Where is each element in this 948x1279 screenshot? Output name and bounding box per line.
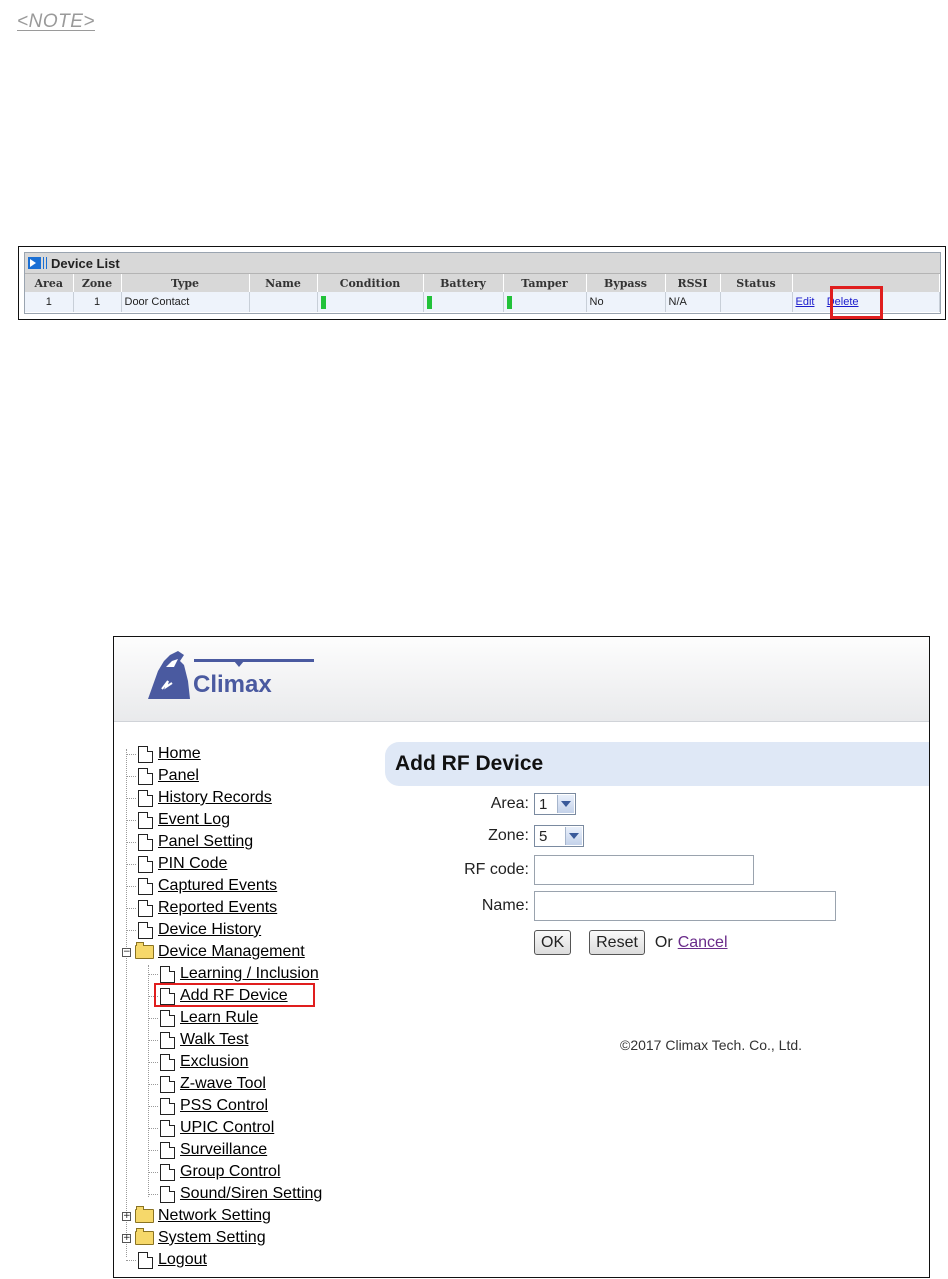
- nav-home[interactable]: [126, 743, 201, 765]
- nav-event-log-link[interactable]: Event Log: [158, 811, 231, 828]
- nav-upic-control-link[interactable]: UPIC Control: [180, 1119, 275, 1136]
- nav-logout-link[interactable]: Logout: [158, 1251, 207, 1268]
- nav-learning-inclusion-link[interactable]: Learning / Inclusion: [180, 965, 319, 982]
- document-icon: [160, 1164, 175, 1181]
- table-header-row: [25, 274, 940, 292]
- document-icon: [160, 1054, 175, 1071]
- nav-device-history-link[interactable]: Device History: [158, 921, 262, 938]
- rfcode-input[interactable]: [534, 855, 754, 885]
- col-battery: Battery: [423, 274, 503, 292]
- col-type: Type: [121, 274, 249, 292]
- document-icon: [138, 900, 153, 917]
- area-label: Area:: [490, 795, 529, 812]
- nav-device-history[interactable]: [126, 919, 261, 941]
- nav-surveillance[interactable]: [148, 1139, 267, 1161]
- nav-zwave-tool[interactable]: [148, 1073, 266, 1095]
- nav-zwave-tool-link[interactable]: Z-wave Tool: [180, 1075, 266, 1092]
- nav-learn-rule[interactable]: [148, 1007, 258, 1029]
- climax-logo: Climax: [193, 671, 272, 698]
- col-zone: Zone: [73, 274, 121, 292]
- nav-home-link[interactable]: Home: [158, 745, 201, 762]
- name-label: Name:: [481, 897, 529, 914]
- cell-type: Door Contact: [121, 292, 249, 312]
- nav-captured-events-link[interactable]: Captured Events: [158, 877, 278, 894]
- zone-value: 5: [539, 827, 548, 845]
- nav-network-setting-link[interactable]: Network Setting: [158, 1207, 271, 1224]
- nav-add-rf-device-link[interactable]: Add RF Device: [180, 987, 288, 1004]
- nav-panel-setting-link[interactable]: Panel Setting: [158, 833, 254, 850]
- document-icon: [160, 1010, 175, 1027]
- logo-line: [194, 659, 314, 662]
- nav-device-management[interactable]: [122, 941, 305, 963]
- nav-reported-events-link[interactable]: Reported Events: [158, 899, 278, 916]
- name-input[interactable]: [534, 891, 836, 921]
- area-select[interactable]: [534, 793, 576, 815]
- add-rf-device-highlight-box: [154, 983, 315, 1007]
- document-icon: [160, 1186, 175, 1203]
- col-area: Area: [25, 274, 73, 292]
- device-list-header: [25, 253, 940, 274]
- col-bypass: Bypass: [586, 274, 665, 292]
- nav-captured-events[interactable]: [126, 875, 277, 897]
- cell-bypass: No: [586, 292, 665, 312]
- climax-panel: [113, 636, 930, 1278]
- area-value: 1: [539, 795, 548, 813]
- nav-pss-control-link[interactable]: PSS Control: [180, 1097, 269, 1114]
- copyright-text: ©2017 Climax Tech. Co., Ltd.: [620, 1037, 803, 1053]
- document-icon: [160, 1098, 175, 1115]
- device-list-frame: [18, 246, 946, 320]
- collapse-icon[interactable]: −: [123, 946, 131, 957]
- cell-name: [249, 292, 317, 312]
- nav-network-setting[interactable]: [122, 1205, 271, 1227]
- document-icon: [138, 746, 153, 763]
- col-condition: Condition: [317, 274, 423, 292]
- nav-pss-control[interactable]: [148, 1095, 268, 1117]
- nav-sound-siren-setting[interactable]: [148, 1183, 322, 1205]
- nav-panel[interactable]: [126, 765, 199, 787]
- zone-row: [449, 825, 584, 847]
- nav-reported-events[interactable]: [126, 897, 277, 919]
- nav-panel-link[interactable]: Panel: [158, 767, 199, 784]
- nav-upic-control[interactable]: [148, 1117, 274, 1139]
- page-title: Add RF Device: [385, 742, 930, 786]
- nav-exclusion[interactable]: [148, 1051, 248, 1073]
- area-row: [449, 793, 576, 815]
- ok-button[interactable]: OK: [534, 930, 571, 955]
- cell-status: [720, 292, 792, 312]
- chevron-down-icon[interactable]: [565, 827, 582, 845]
- cell-zone: 1: [73, 292, 121, 312]
- device-list-title: Device List: [51, 255, 120, 271]
- table-row: [25, 292, 940, 312]
- document-icon: [160, 966, 175, 983]
- nav-history-records-link[interactable]: History Records: [158, 789, 272, 806]
- rfcode-row: [449, 855, 754, 885]
- name-row: [449, 891, 836, 921]
- col-rssi: RSSI: [665, 274, 720, 292]
- expand-icon[interactable]: +: [123, 1210, 131, 1221]
- cell-battery: [423, 292, 503, 312]
- nav-panel-setting[interactable]: [126, 831, 253, 853]
- nav-logout[interactable]: [126, 1249, 207, 1271]
- reset-button[interactable]: Reset: [589, 930, 645, 955]
- arrow-icon: [28, 257, 48, 269]
- document-icon: [160, 1142, 175, 1159]
- col-tamper: Tamper: [503, 274, 586, 292]
- document-icon: [138, 856, 153, 873]
- document-icon: [160, 1120, 175, 1137]
- rfcode-label: RF code:: [464, 861, 529, 878]
- nav-learning-inclusion[interactable]: [148, 963, 319, 985]
- expand-icon[interactable]: +: [123, 1232, 131, 1243]
- nav-walk-test-link[interactable]: Walk Test: [180, 1031, 249, 1048]
- nav-device-management-link[interactable]: Device Management: [158, 943, 305, 960]
- folder-icon: [135, 1231, 154, 1245]
- nav-pin-code[interactable]: [126, 853, 227, 875]
- nav-surveillance-link[interactable]: Surveillance: [180, 1141, 268, 1158]
- or-text: Or: [654, 933, 673, 951]
- panel-header: [114, 637, 929, 722]
- document-icon: [138, 812, 153, 829]
- nav-pin-code-link[interactable]: PIN Code: [158, 855, 228, 872]
- climax-logo-icon: [144, 641, 192, 703]
- nav-learn-rule-link[interactable]: Learn Rule: [180, 1009, 259, 1026]
- cell-tamper: [503, 292, 586, 312]
- folder-icon: [135, 1209, 154, 1223]
- cancel-link[interactable]: Cancel: [677, 933, 728, 951]
- logo-triangle: [234, 661, 244, 667]
- zone-select[interactable]: [534, 825, 584, 847]
- condition-indicator: [321, 296, 326, 309]
- nav-exclusion-link[interactable]: Exclusion: [180, 1053, 249, 1070]
- document-icon: [138, 1252, 153, 1269]
- nav-history-records[interactable]: [126, 787, 272, 809]
- zone-label: Zone:: [488, 827, 529, 844]
- document-icon: [138, 790, 153, 807]
- edit-link[interactable]: Edit: [795, 296, 815, 308]
- chevron-down-icon[interactable]: [557, 795, 574, 813]
- nav-system-setting[interactable]: [122, 1227, 266, 1249]
- device-list-panel: [24, 252, 941, 314]
- cell-area: 1: [25, 292, 73, 312]
- tamper-indicator: [507, 296, 512, 309]
- cell-rssi: N/A: [665, 292, 720, 312]
- delete-link[interactable]: Delete: [826, 296, 859, 308]
- delete-highlight-box: [830, 286, 883, 319]
- col-status: Status: [720, 274, 792, 292]
- document-icon: [160, 1032, 175, 1049]
- document-icon: [160, 1076, 175, 1093]
- nav-system-setting-link[interactable]: System Setting: [158, 1229, 266, 1246]
- nav-sound-siren-setting-link[interactable]: Sound/Siren Setting: [180, 1185, 323, 1202]
- document-icon: [138, 922, 153, 939]
- nav-event-log[interactable]: [126, 809, 230, 831]
- folder-open-icon: [135, 945, 154, 959]
- cell-condition: [317, 292, 423, 312]
- nav-group-control-link[interactable]: Group Control: [180, 1163, 281, 1180]
- note-heading: <NOTE>: [17, 11, 95, 32]
- document-icon: [138, 878, 153, 895]
- nav-group-control[interactable]: [148, 1161, 281, 1183]
- col-name: Name: [249, 274, 317, 292]
- battery-indicator: [427, 296, 432, 309]
- document-icon: [138, 834, 153, 851]
- actions-row: [534, 930, 728, 955]
- device-table: [25, 274, 940, 312]
- document-icon: [138, 768, 153, 785]
- nav-walk-test[interactable]: [148, 1029, 248, 1051]
